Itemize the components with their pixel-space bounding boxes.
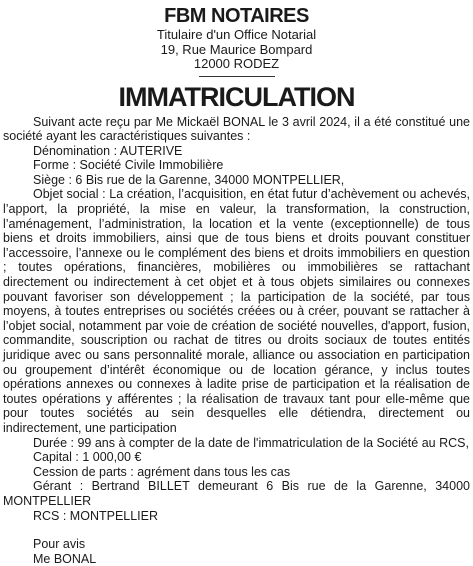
office-city: 12000 RODEZ — [3, 57, 470, 72]
objet-paragraph: Objet social : La création, l’acquisition, en état futur d’achèvement ou achevés, l’apport, la propriété, la mise en valeur, la transformation, la construction, l’aménagement, l’administration, la location et la vente (exceptionnelle) de tous biens et droits immobiliers, ainsi que de tous biens et droits pouvant constituer l’accessoire, l’annexe ou le complément des biens et droits immobiliers en question ; toutes opérations, financières, mobilières ou immobilières se rattachant directement ou indirectement à cet objet et à tous objets similaires ou connexes pouvant favoriser son développement ; la participation de la société, par tous moyens, à toutes entreprises ou sociétés créées ou à créer, pouvant se rattacher à l’objet social, notamment par voie de création de société nouvelles, d'apport, fusion, commandite, souscription ou rachat de titres ou droits sociaux de toutes entités juridique avec ou sans personnalité morale, alliance ou association en participation ou groupement d’intérêt économique ou de location gérance, y inclus toutes opérations annexes ou connexes à ladite prise de participation et la réalisation de toutes opérations y afférentes ; la réalisation de travaux tant pour elle-même que pour toutes sociétés au sein desquelles elle détiendra, directement ou indirectement, une participation — [3, 187, 470, 435]
intro-paragraph: Suivant acte reçu par Me Mickaël BONAL le 3 avril 2024, il a été constitué une société ayant les caractéristiques suivantes : — [3, 115, 470, 144]
forme-line: Forme : Société Civile Immobilière — [3, 158, 470, 173]
office-street: 19, Rue Maurice Bompard — [3, 43, 470, 58]
firm-name: FBM NOTAIRES — [3, 4, 470, 28]
legal-notice — [0, 4, 473, 565]
denomination-line: Dénomination : AUTERIVE — [3, 144, 470, 159]
duree-line: Durée : 99 ans à compter de la date de l'immatriculation de la Société au RCS, — [3, 436, 470, 451]
divider — [199, 76, 275, 77]
rcs-line: RCS : MONTPELLIER — [3, 509, 470, 524]
capital-line: Capital : 1 000,00 € — [3, 450, 470, 465]
spacer — [3, 523, 470, 537]
signoff-line-1: Pour avis — [3, 537, 470, 552]
siege-line: Siège : 6 Bis rue de la Garenne, 34000 MONTPELLIER, — [3, 173, 470, 188]
notice-body — [3, 115, 470, 566]
signoff-line-2: Me BONAL — [3, 552, 470, 566]
cession-line: Cession de parts : agrément dans tous les cas — [3, 465, 470, 480]
office-title: Titulaire d'un Office Notarial — [3, 28, 470, 43]
notice-title: IMMATRICULATION — [3, 81, 470, 113]
gerant-line: Gérant : Bertrand BILLET demeurant 6 Bis rue de la Garenne, 34000 MONTPELLIER — [3, 479, 470, 508]
